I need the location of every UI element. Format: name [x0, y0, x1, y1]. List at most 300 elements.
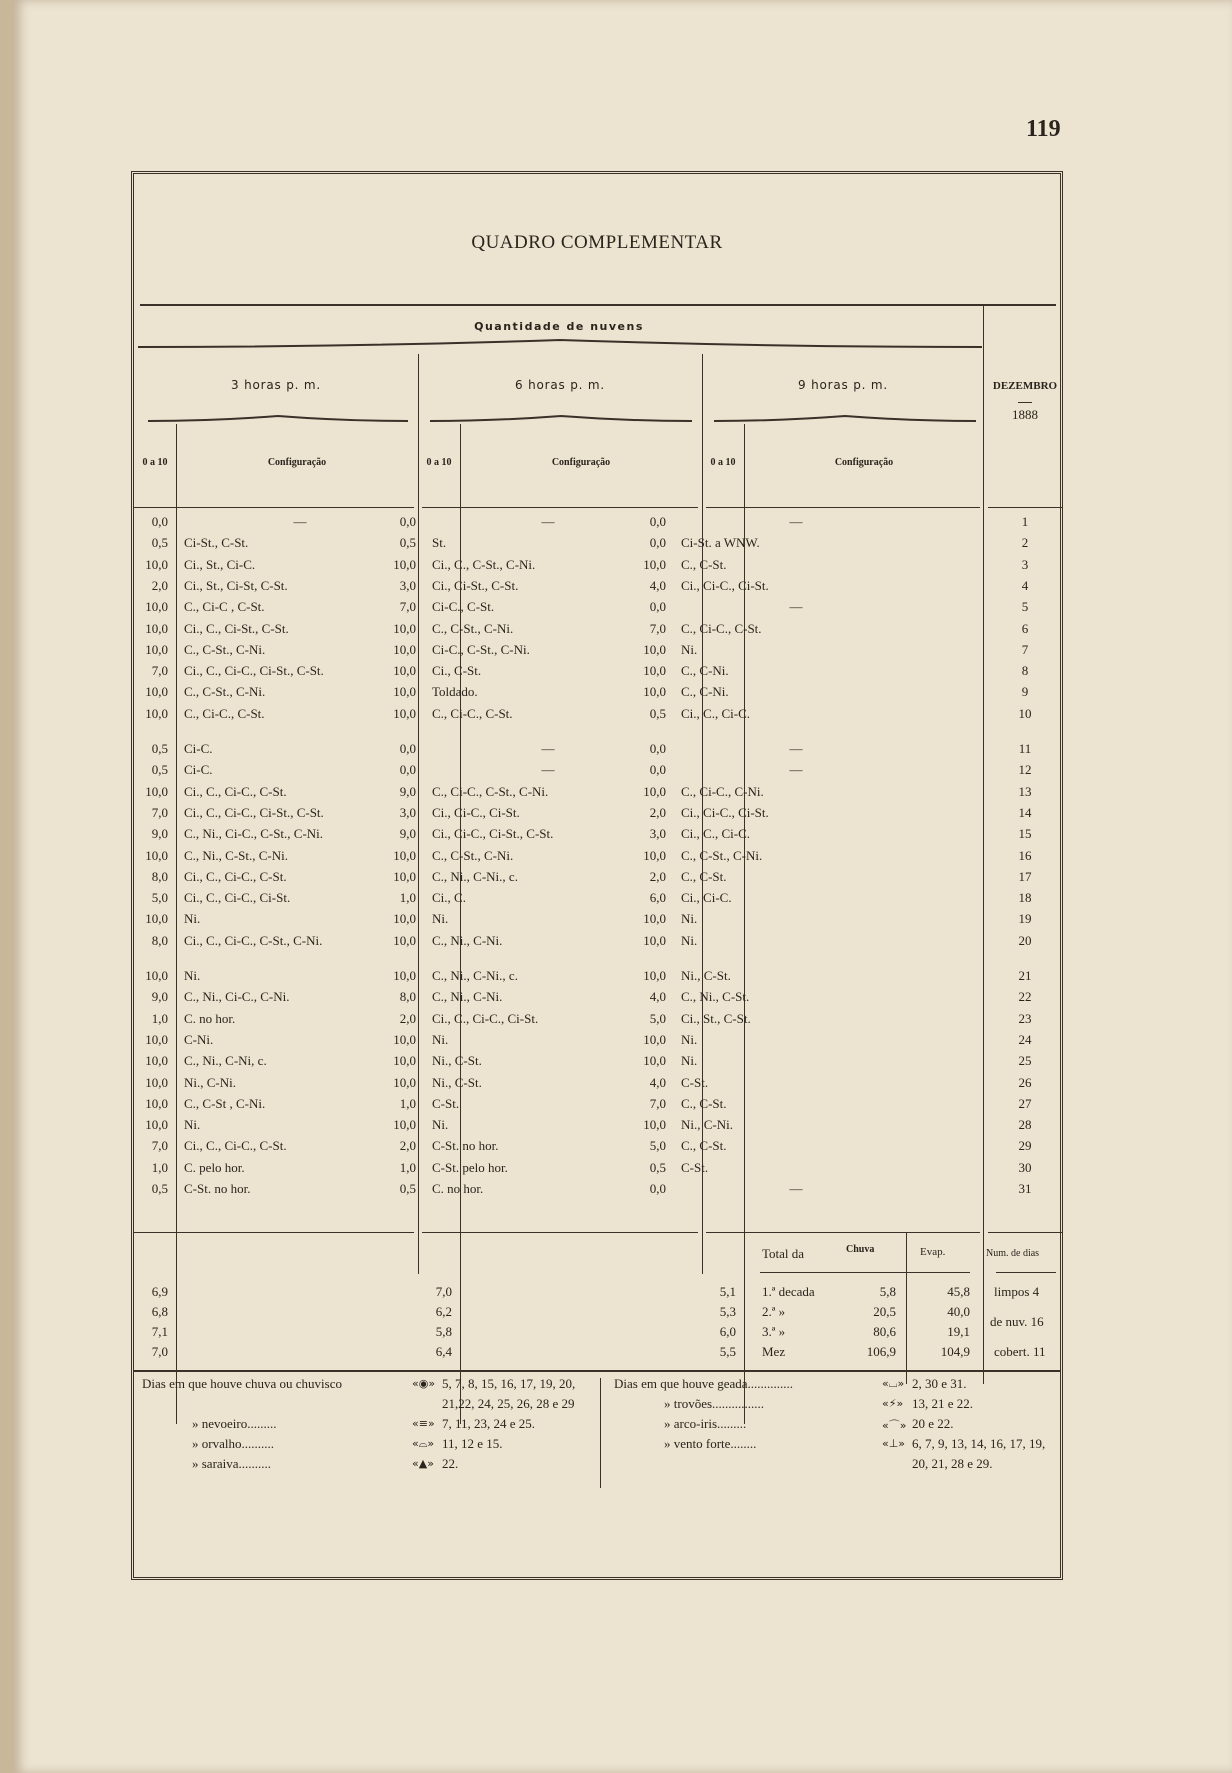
config-9pm: Ci., Ci-C., Ci-St. [681, 577, 769, 593]
config-header-3: Configuração [267, 457, 327, 468]
mean-3pm: 6,8 [151, 1304, 168, 1319]
brace-9pm [714, 414, 976, 424]
mean-6pm: 6,4 [435, 1344, 452, 1359]
config-3pm: C., Ni., C-St., C-Ni. [184, 847, 289, 863]
day-number: 6 [1021, 620, 1029, 636]
config-3pm: C., Ci-C , C-St. [184, 599, 265, 615]
totals-rule-9 [706, 1232, 980, 1233]
cloud-amount-3pm: 10,0 [145, 968, 168, 983]
config-3pm: C. pelo hor. [184, 1159, 245, 1175]
table-row [134, 599, 1064, 620]
cloud-amount-9pm: 0,0 [649, 741, 666, 756]
config-9pm: C., C-St., C-Ni. [681, 847, 763, 863]
cloud-amount-9pm: 10,0 [643, 847, 666, 863]
config-9pm: C-St. [681, 1159, 709, 1175]
config-6pm: C., Ni., C-Ni., c. [432, 968, 518, 983]
scale-header-9: 0 a 10 [710, 457, 736, 468]
day-number: 18 [1018, 890, 1032, 906]
cloud-amount-6pm: 3,0 [399, 804, 416, 820]
cloud-amount-6pm: 10,0 [393, 620, 416, 636]
day-number: 5 [1021, 599, 1029, 615]
cloud-amount-6pm: 10,0 [393, 968, 416, 983]
cloud-amount-6pm: 9,0 [399, 826, 416, 842]
cloud-amount-9pm: 2,0 [649, 868, 666, 884]
cloud-amount-6pm: 3,0 [399, 577, 416, 593]
cloud-amount-9pm: 0,0 [649, 514, 666, 529]
config-9pm: — [789, 1181, 803, 1196]
cloud-amount-6pm: 10,0 [393, 641, 416, 657]
cloud-amount-6pm: 10,0 [393, 684, 416, 700]
config-6pm: C., Ni., C-Ni. [432, 989, 503, 1005]
cloud-amount-3pm: 7,0 [151, 804, 168, 820]
config-3pm: Ci., C., Ci-C., Ci-St., C-St. [184, 804, 324, 820]
cloud-amount-6pm: 0,0 [399, 762, 416, 778]
config-3pm: Ci., C., Ci-St., C-St. [184, 620, 289, 636]
overcast-days: cobert. 11 [994, 1344, 1046, 1359]
footer-right-days: 13, 21 e 22. [912, 1396, 974, 1411]
day-number: 12 [1018, 762, 1032, 778]
table-row [134, 535, 1064, 556]
cloud-amount-6pm: 10,0 [393, 1117, 416, 1133]
quantity-header: Quantidade de nuvens [474, 320, 644, 333]
weather-symbol-icon: «⌴» [882, 1377, 905, 1390]
config-3pm: C. no hor. [184, 1010, 236, 1026]
config-6pm: Toldado. [432, 684, 478, 700]
cloud-amount-6pm: 10,0 [393, 847, 416, 863]
config-3pm: Ci., C., Ci-C., C-St. [184, 868, 287, 884]
day-number: 28 [1018, 1117, 1032, 1133]
month-header: DEZEMBRO [992, 380, 1058, 392]
table-row [134, 1181, 1064, 1202]
config-9pm: C., Ci-C., C-St. [681, 620, 762, 636]
header-rule-day [988, 507, 1062, 508]
days-subrule [996, 1272, 1056, 1273]
config-9pm: — [789, 599, 803, 615]
config-6pm: Ci., Ci-C., Ci-St. [432, 804, 520, 820]
cloud-amount-3pm: 10,0 [145, 1117, 168, 1133]
group-9pm: 9 horas p. m. [798, 378, 888, 392]
footer-left-label: Dias em que houve chuva ou chuvisco [142, 1376, 343, 1391]
config-6pm: C. no hor. [432, 1181, 484, 1196]
cloud-amount-6pm: 8,0 [399, 989, 416, 1005]
config-3pm: C-St. no hor. [184, 1181, 251, 1196]
totals-rule-day [988, 1232, 1062, 1233]
cloud-amount-3pm: 0,0 [151, 514, 168, 529]
cloud-amount-3pm: 0,5 [151, 741, 168, 756]
weather-symbol-icon: «⌓» [412, 1437, 435, 1450]
footer-right-label: » arco-iris......... [664, 1416, 747, 1431]
rain-total: 5,8 [879, 1284, 896, 1299]
cloud-amount-6pm: 10,0 [393, 705, 416, 721]
cloud-amount-6pm: 10,0 [393, 1031, 416, 1047]
config-9pm: Ci., Ci-C. [681, 890, 732, 906]
config-6pm: Ni., C-St. [432, 1074, 482, 1090]
cloud-amount-3pm: 10,0 [145, 1095, 168, 1111]
footer-left-days: 22. [442, 1456, 459, 1471]
cloud-amount-3pm: 9,0 [151, 826, 168, 842]
cloud-amount-3pm: 2,0 [151, 577, 168, 593]
scale-header-3: 0 a 10 [142, 457, 168, 468]
totals-rule-6 [422, 1232, 698, 1233]
config-9pm: Ci-St. a WNW. [681, 535, 760, 551]
year-header: 1888 [1012, 407, 1038, 422]
period-label: 2.ª » [762, 1304, 786, 1319]
header-rule-9 [706, 507, 980, 508]
config-3pm: C., Ni., Ci-C., C-Ni. [184, 989, 290, 1005]
config-3pm: Ci., C., Ci-C., C-St., C-Ni. [184, 932, 323, 948]
scale-header-6: 0 a 10 [426, 457, 452, 468]
table-row [134, 890, 1064, 911]
footer-right-days: 2, 30 e 31. [912, 1376, 967, 1391]
config-3pm: Ci., St., Ci-C. [184, 556, 256, 572]
table-row [134, 1075, 1064, 1096]
config-6pm: Ni., C-St. [432, 1053, 482, 1069]
config-6pm: Ci., C., C-St., C-Ni. [432, 556, 536, 572]
config-6pm: — [541, 762, 555, 778]
table-row [134, 684, 1064, 705]
config-9pm: C., Ci-C., C-Ni. [681, 783, 764, 799]
rain-total: 80,6 [873, 1324, 896, 1339]
config-header-9: Configuração [834, 457, 894, 468]
quantity-brace [138, 337, 982, 351]
day-number: 9 [1021, 684, 1029, 700]
day-number: 11 [1018, 741, 1032, 756]
day-number: 30 [1018, 1159, 1032, 1175]
config-6pm: Ci., C-St. [432, 663, 482, 679]
day-number: 10 [1018, 705, 1032, 721]
table-row [134, 557, 1064, 578]
title-rule [140, 304, 1056, 306]
config-3pm: C., C-St., C-Ni. [184, 641, 266, 657]
config-6pm: Ni. [432, 1117, 449, 1133]
config-6pm: Ci., Ci-C., Ci-St., C-St. [432, 826, 554, 842]
cloud-amount-9pm: 10,0 [643, 1031, 666, 1047]
cloud-amount-6pm: 0,0 [399, 741, 416, 756]
config-9pm: C., C-St. [681, 1138, 727, 1154]
day-number: 1 [1021, 514, 1029, 529]
header-rule-3 [134, 507, 414, 508]
table-row [134, 1117, 1064, 1138]
cloud-amount-6pm: 10,0 [393, 932, 416, 948]
day-number: 8 [1021, 663, 1029, 679]
cloud-amount-9pm: 0,0 [649, 762, 666, 778]
day-number: 29 [1018, 1138, 1032, 1154]
cloud-amount-3pm: 9,0 [151, 989, 168, 1005]
config-6pm: C., Ci-C., C-St., C-Ni. [432, 783, 549, 799]
mean-9pm: 5,1 [719, 1284, 736, 1299]
day-number: 17 [1018, 868, 1032, 884]
footer-left-label: » nevoeiro......... [192, 1416, 277, 1431]
mean-9pm: 6,0 [719, 1324, 736, 1339]
footer-left-days: 5, 7, 8, 15, 16, 17, 19, 20, [442, 1376, 576, 1391]
table-row [134, 514, 1064, 535]
table-row [134, 762, 1064, 783]
header-rule-6 [422, 507, 698, 508]
cloud-amount-3pm: 10,0 [145, 1074, 168, 1090]
table-row [134, 663, 1064, 684]
cloud-amount-3pm: 8,0 [151, 932, 168, 948]
weather-symbol-icon: «⚡» [882, 1397, 904, 1410]
day-number: 25 [1018, 1053, 1032, 1069]
config-3pm: C., C-St , C-Ni. [184, 1095, 266, 1111]
cloud-amount-9pm: 6,0 [649, 890, 666, 906]
config-6pm: St. [432, 535, 447, 551]
config-9pm: Ci., St., C-St. [681, 1010, 751, 1026]
cloud-amount-3pm: 10,0 [145, 1031, 168, 1047]
totals-label: Total da [762, 1246, 805, 1261]
weather-symbol-icon: «◉» [412, 1377, 436, 1390]
cloud-amount-9pm: 7,0 [649, 1095, 666, 1111]
totals-days-header: Num. de dias [986, 1248, 1040, 1259]
config-9pm: C., C-St. [681, 868, 727, 884]
cloud-amount-6pm: 9,0 [399, 783, 416, 799]
cloud-amount-3pm: 1,0 [151, 1159, 168, 1175]
mean-6pm: 7,0 [435, 1284, 452, 1299]
day-number: 13 [1018, 783, 1032, 799]
weather-symbol-icon: «≡» [412, 1417, 435, 1430]
config-3pm: Ci-St., C-St. [184, 535, 249, 551]
config-9pm: — [789, 514, 803, 529]
day-number: 15 [1018, 826, 1032, 842]
totals-rule-3 [134, 1232, 414, 1233]
cloud-amount-3pm: 10,0 [145, 1053, 168, 1069]
config-6pm: Ni. [432, 911, 449, 927]
day-number: 19 [1018, 911, 1032, 927]
cloud-amount-9pm: 4,0 [649, 989, 666, 1005]
page-title: QUADRO COMPLEMENTAR [471, 232, 723, 253]
table-row [134, 848, 1064, 869]
cloud-amount-3pm: 7,0 [151, 663, 168, 679]
footer-right-label: Dias em que houve geada.............. [614, 1376, 794, 1391]
cloud-amount-9pm: 0,5 [649, 1159, 666, 1175]
footer-right-days: 20 e 22. [912, 1416, 954, 1431]
day-number: 16 [1018, 847, 1032, 863]
cloud-amount-6pm: 10,0 [393, 1053, 416, 1069]
table-row [134, 1011, 1064, 1032]
mean-6pm: 6,2 [435, 1304, 452, 1319]
cloud-amount-3pm: 0,5 [151, 535, 168, 551]
day-number: 3 [1021, 556, 1029, 572]
config-9pm: Ci., C., Ci-C. [681, 826, 750, 842]
config-6pm: C., Ni., C-Ni. [432, 932, 503, 948]
mean-6pm: 5,8 [435, 1324, 452, 1339]
table-row [134, 1053, 1064, 1074]
config-9pm: C., C-St. [681, 1095, 727, 1111]
cloud-amount-9pm: 0,0 [649, 1181, 666, 1196]
table-row [134, 578, 1064, 599]
cloudy-days: de nuv. 16 [990, 1314, 1044, 1329]
cloud-amount-9pm: 0,0 [649, 535, 666, 551]
cloud-amount-9pm: 0,0 [649, 599, 666, 615]
day-number: 4 [1021, 577, 1029, 593]
config-3pm: Ci., C., Ci-C., Ci-St., C-St. [184, 663, 324, 679]
config-3pm: Ci., C., Ci-C., C-St. [184, 783, 287, 799]
weather-symbol-icon: «▲» [412, 1457, 434, 1470]
config-6pm: C., Ni., C-Ni., c. [432, 868, 518, 884]
config-3pm: C-Ni. [184, 1031, 214, 1047]
cloud-amount-6pm: 0,0 [399, 514, 416, 529]
config-9pm: Ci., Ci-C., Ci-St. [681, 804, 769, 820]
cloud-amount-6pm: 2,0 [399, 1138, 416, 1154]
day-number: 22 [1018, 989, 1032, 1005]
config-6pm: Ci., C. [432, 890, 466, 906]
weather-symbol-icon: «⊥» [882, 1437, 906, 1450]
config-6pm: — [541, 514, 555, 529]
cloud-amount-9pm: 10,0 [643, 684, 666, 700]
config-6pm: C-St. [432, 1095, 460, 1111]
config-6pm: C., C-St., C-Ni. [432, 620, 514, 636]
day-number: 20 [1018, 932, 1032, 948]
cloud-amount-9pm: 10,0 [643, 641, 666, 657]
cloud-amount-3pm: 10,0 [145, 620, 168, 636]
cloud-amount-9pm: 10,0 [643, 932, 666, 948]
cloud-amount-6pm: 0,5 [399, 535, 416, 551]
evap-total: 19,1 [947, 1324, 970, 1339]
cloud-amount-6pm: 1,0 [399, 1095, 416, 1111]
config-3pm: C., Ni., C-Ni, c. [184, 1053, 267, 1069]
cloud-amount-9pm: 10,0 [643, 968, 666, 983]
table-frame [131, 171, 1063, 1580]
table-row [134, 784, 1064, 805]
cloud-amount-3pm: 0,5 [151, 762, 168, 778]
config-9pm: C., Ni., C-St. [681, 989, 750, 1005]
cloud-amount-6pm: 10,0 [393, 556, 416, 572]
config-3pm: Ci-C. [184, 741, 213, 756]
cloud-amount-6pm: 10,0 [393, 911, 416, 927]
day-number: 24 [1018, 1031, 1032, 1047]
config-9pm: Ni., C-Ni. [681, 1117, 733, 1133]
config-9pm: Ni. [681, 932, 698, 948]
cloud-amount-9pm: 3,0 [649, 826, 666, 842]
config-3pm: Ni. [184, 968, 201, 983]
config-3pm: Ci., C., Ci-C., Ci-St. [184, 890, 291, 906]
mean-9pm: 5,3 [719, 1304, 736, 1319]
config-9pm: — [789, 741, 803, 756]
footer-left-days: 21,22, 24, 25, 26, 28 e 29 [442, 1396, 575, 1411]
cloud-amount-9pm: 10,0 [643, 911, 666, 927]
cloud-amount-6pm: 1,0 [399, 1159, 416, 1175]
config-9pm: Ni., C-St. [681, 968, 731, 983]
cloud-amount-3pm: 10,0 [145, 847, 168, 863]
page [14, 0, 1232, 1773]
footer-divider [600, 1378, 601, 1488]
brace-3pm [148, 414, 408, 424]
group-3pm: 3 horas p. m. [231, 378, 321, 392]
config-3pm: Ci., C., Ci-C., C-St. [184, 1138, 287, 1154]
table-row [134, 1032, 1064, 1053]
month-rule [1018, 402, 1032, 403]
mean-3pm: 7,1 [151, 1324, 168, 1339]
totals-subrule [760, 1272, 970, 1273]
evap-total: 40,0 [947, 1304, 970, 1319]
cloud-amount-3pm: 0,5 [151, 1181, 168, 1196]
config-6pm: Ni. [432, 1031, 449, 1047]
table-row [134, 621, 1064, 642]
cloud-amount-3pm: 7,0 [151, 1138, 168, 1154]
cloud-amount-3pm: 10,0 [145, 556, 168, 572]
footer-left-days: 11, 12 e 15. [442, 1436, 503, 1451]
cloud-amount-3pm: 10,0 [145, 684, 168, 700]
table-row [134, 706, 1064, 727]
cloud-amount-9pm: 4,0 [649, 1074, 666, 1090]
config-9pm: C-St. [681, 1074, 709, 1090]
config-3pm: C., Ci-C., C-St. [184, 705, 265, 721]
day-number: 14 [1018, 804, 1032, 820]
cloud-amount-9pm: 5,0 [649, 1010, 666, 1026]
cloud-amount-3pm: 10,0 [145, 783, 168, 799]
table-row [134, 968, 1064, 989]
clear-days: limpos 4 [994, 1284, 1040, 1299]
config-3pm: Ni. [184, 911, 201, 927]
config-6pm: Ci., C., Ci-C., Ci-St. [432, 1010, 539, 1026]
cloud-amount-9pm: 2,0 [649, 804, 666, 820]
cloud-amount-3pm: 5,0 [151, 890, 168, 906]
cloud-amount-3pm: 10,0 [145, 911, 168, 927]
evap-total: 104,9 [940, 1344, 970, 1359]
cloud-amount-9pm: 4,0 [649, 577, 666, 593]
config-6pm: Ci-C., C-St., C-Ni. [432, 641, 530, 657]
table-row [134, 989, 1064, 1010]
cloud-amount-6pm: 10,0 [393, 1074, 416, 1090]
config-9pm: — [789, 762, 803, 778]
config-6pm: C., C-St., C-Ni. [432, 847, 514, 863]
footer-right-label: » vento forte........ [664, 1436, 757, 1451]
cloud-amount-9pm: 10,0 [643, 556, 666, 572]
table-row [134, 1138, 1064, 1159]
cloud-amount-9pm: 10,0 [643, 1053, 666, 1069]
cloud-amount-6pm: 10,0 [393, 663, 416, 679]
config-6pm: C-St. no hor. [432, 1138, 499, 1154]
cloud-amount-3pm: 8,0 [151, 868, 168, 884]
day-number: 26 [1018, 1074, 1032, 1090]
config-6pm: C., Ci-C., C-St. [432, 705, 513, 721]
cloud-amount-9pm: 10,0 [643, 1117, 666, 1133]
day-number: 21 [1018, 968, 1032, 983]
config-9pm: Ni. [681, 911, 698, 927]
day-number: 23 [1018, 1010, 1032, 1026]
day-number: 27 [1018, 1095, 1032, 1111]
table-row [134, 741, 1064, 762]
table-row [134, 642, 1064, 663]
mean-3pm: 6,9 [151, 1284, 168, 1299]
config-9pm: Ci., C., Ci-C. [681, 705, 750, 721]
cloud-amount-6pm: 2,0 [399, 1010, 416, 1026]
config-6pm: C-St. pelo hor. [432, 1159, 508, 1175]
cloud-amount-9pm: 5,0 [649, 1138, 666, 1154]
config-3pm: C., Ni., Ci-C., C-St., C-Ni. [184, 826, 324, 842]
weather-symbol-icon: «⌒» [882, 1419, 907, 1432]
footer-right-days: 6, 7, 9, 13, 14, 16, 17, 19, [912, 1436, 1046, 1451]
cloud-amount-9pm: 10,0 [643, 663, 666, 679]
totals-chuva-header: Chuva [846, 1244, 875, 1255]
evap-total: 45,8 [947, 1284, 970, 1299]
day-number: 31 [1018, 1181, 1032, 1196]
config-header-6: Configuração [551, 457, 611, 468]
mean-3pm: 7,0 [151, 1344, 168, 1359]
footer-right-days: 20, 21, 28 e 29. [912, 1456, 993, 1471]
totals-evap-header: Evap. [920, 1246, 946, 1258]
config-3pm: Ni., C-Ni. [184, 1074, 236, 1090]
table-row [134, 826, 1064, 847]
config-6pm: — [541, 741, 555, 756]
config-3pm: — [293, 514, 307, 529]
cloud-amount-6pm: 10,0 [393, 868, 416, 884]
cloud-amount-3pm: 10,0 [145, 705, 168, 721]
table-row [134, 869, 1064, 890]
config-3pm: Ci-C. [184, 762, 213, 778]
brace-6pm [430, 414, 692, 424]
config-9pm: Ni. [681, 1031, 698, 1047]
